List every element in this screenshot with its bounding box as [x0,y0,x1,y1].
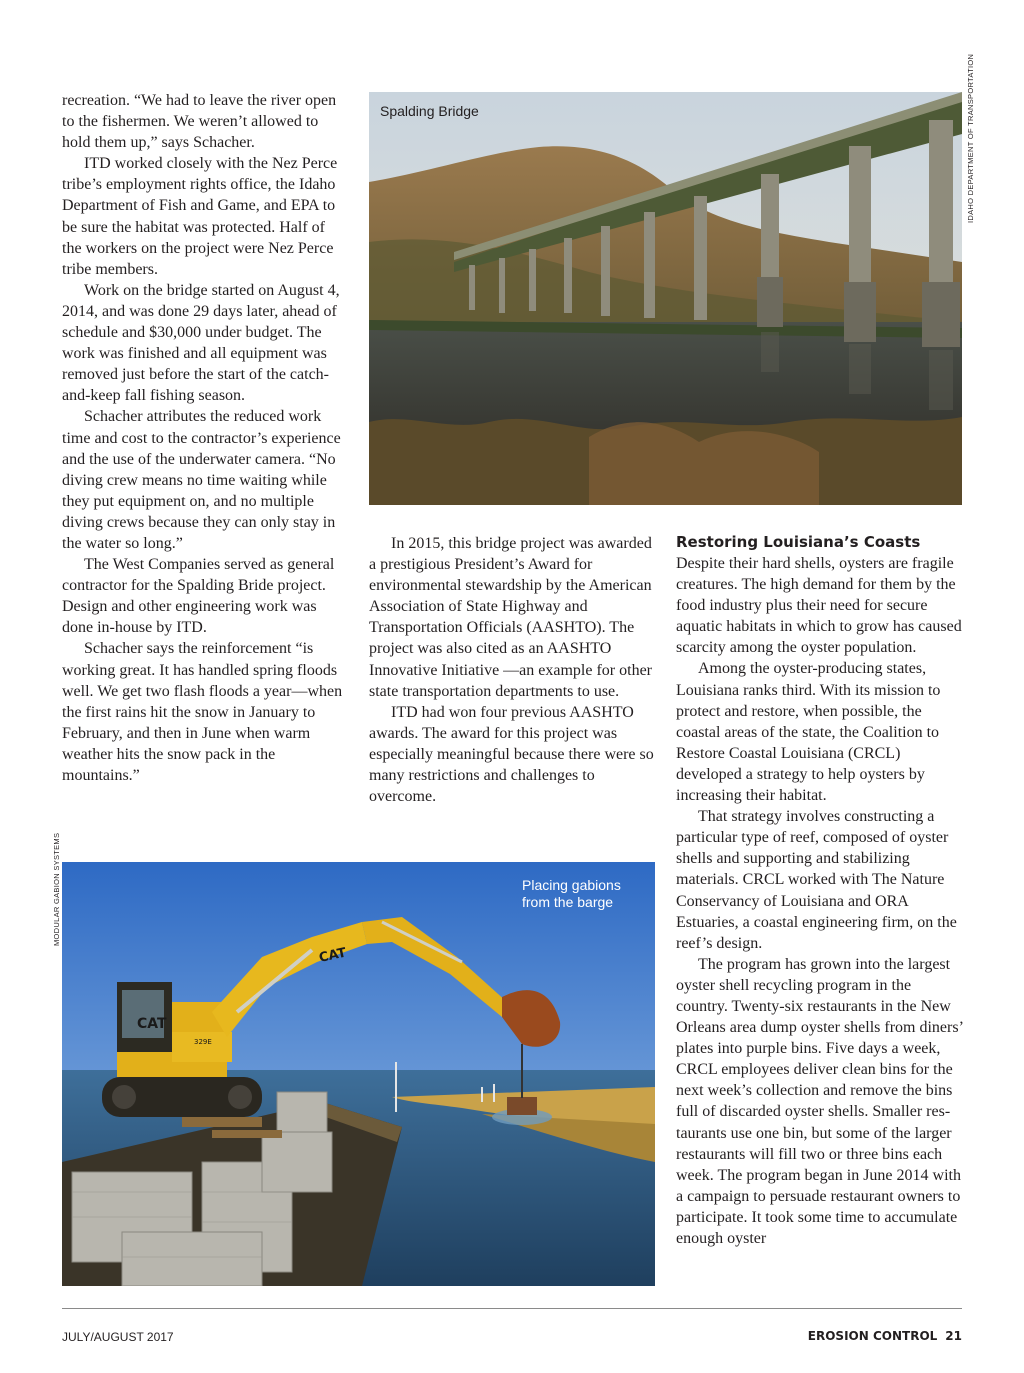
barge-gabion-photo [62,862,655,1286]
spalding-bridge-photo [369,92,962,505]
footer-divider [62,1308,962,1309]
paragraph: Despite their hard shells, oysters are fragile creatures. The high demand for them by the food industry plus their need for secure aquatic habitats in which to grow has caused scarcity among the oyster population. [676,555,962,657]
photo-credit: MODULAR GABION SYSTEMS [52,832,61,946]
paragraph: In 2015, this bridge project was awarded a prestigious President’s Award for environmental stewardship by the American Association of State Highway and Transportation Officials (AASHTO). The project was also cited as an AASHTO Innovative Initiative —an example for other state transportation departments to use. [369,535,653,700]
paragraph: Among the oyster-producing states, Louisiana ranks third. With its mission to protect and restore, when possible, the coastal areas of the state, the Coalition to Restore Coastal Louisiana (CRCL) developed a strategy to help oysters by increasing their habitat. [676,660,941,805]
bridge-illustration [369,92,962,505]
paragraph: Work on the bridge started on August 4, 2014, and was done 29 days later, ahead of schedule and $30,000 under budget. The work was finished and all equipment was removed just before the start of the catch-and-keep fall fishing season. [62,281,340,405]
excavator-model: 329E [194,1038,212,1046]
paragraph: The program has grown into the largest oyster shell recycling program in the country. Twenty-six restaurants in the New Orleans area dump oyster shells from diners’ plates into purple bins. Five days a week, CRCL employees deliver clean bins for the next week’s collection and remove the bins full of discarded oyster shells. Smaller restaurants use one bin, but some of the larger restaurants will fill two or three bins each week. The program began in June 2014 with a campaign to persuade restaurant owners to participate. It took some time to accumulate enough oyster [676,955,963,1247]
issue-date: JULY/AUGUST 2017 [62,1330,174,1344]
article-column-middle [369,533,659,807]
paragraph: The West Companies served as general contractor for the Spalding Bride project. Design and other engineering work was done in-house by ITD. [62,556,335,637]
article-column-right [676,532,964,1249]
barge-illustration [62,862,655,1286]
paragraph: That strategy involves constructing a particular type of reef, composed of oyster shells and supporting and stabilizing materials. CRCL worked with The Nature Conservancy of Louisiana and ORA Estuaries, a coastal engineering firm, on the reef’s design. [676,808,957,952]
paragraph: Schacher attributes the reduced work time and cost to the contractor’s experience and the use of the underwater camera. “No diving crew means no time waiting while they put equipment on, and no multiple diving crews because they can only stay in the water so long.” [62,408,341,552]
photo-caption: Spalding Bridge [380,103,479,119]
article-column-left [62,90,346,786]
paragraph: ITD worked closely with the Nez Perce tribe’s employment rights office, the Idaho Department of Fish and Game, and EPA to be sure the habitat was protected. Half of the workers on the project were Nez Perce tribe members. [62,155,338,278]
paragraph: Schacher says the reinforcement “is working great. It has handled spring floods well. We get two flash floods a year—when the first rains hit the snow in January to February, and then in June when warm weather hits the snow pack in the mountains.” [62,640,343,784]
paragraph: ITD had won four previous AASHTO awards. The award for this project was especially meaningful because there were so many restrictions and challenges to overcome. [369,703,654,806]
section-heading: Restoring Louisiana’s Coasts [676,533,921,551]
excavator-logo: CAT [137,1016,167,1032]
footer-folio [808,1329,962,1343]
photo-credit: IDAHO DEPARTMENT OF TRANSPORTATION [966,53,975,223]
paragraph: recreation. “We had to leave the river open to the fishermen. We weren’t allowed to hold them up,” says Schacher. [62,92,337,152]
photo-caption: Placing gabions from the barge [522,877,621,910]
boom-logo: CAT [317,945,348,966]
page-number: 21 [945,1329,962,1343]
magazine-name: EROSION CONTROL [807,1329,938,1343]
